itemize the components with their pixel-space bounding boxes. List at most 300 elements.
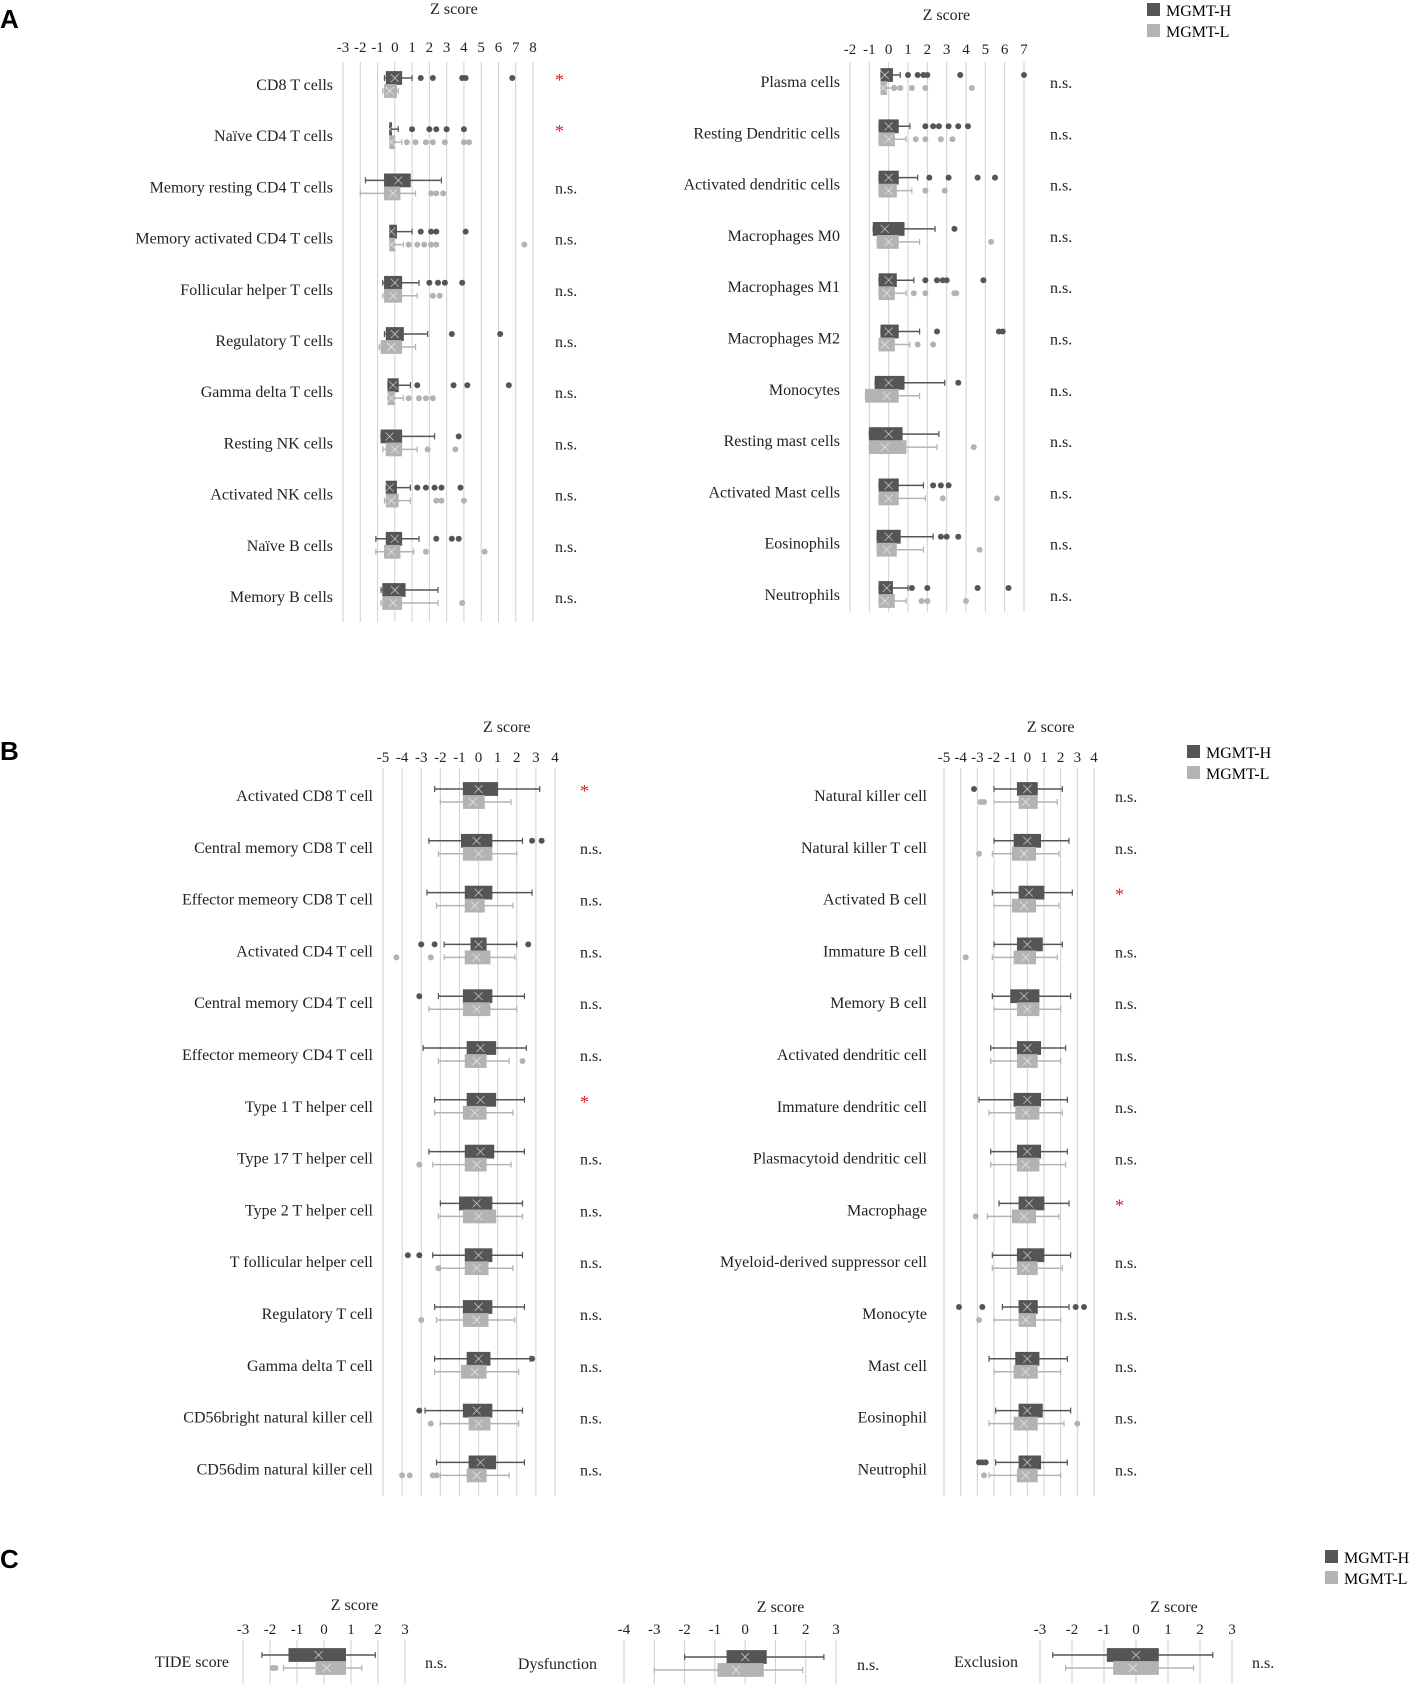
- outlier-point-high: [909, 585, 915, 591]
- tick-label: -1: [708, 1622, 722, 1638]
- significance-label: n.s.: [580, 892, 603, 910]
- tick-label: 0: [474, 750, 483, 766]
- row-natural-killer-t-cell: [801, 834, 1137, 860]
- outlier-point-low: [440, 190, 446, 196]
- box-high: [435, 1301, 525, 1314]
- outlier-point-low: [433, 190, 439, 196]
- row-label: Activated CD8 T cell: [236, 788, 373, 805]
- significance-label: n.s.: [555, 487, 578, 505]
- chart-a2: [684, 7, 1073, 612]
- box-low: [877, 543, 982, 556]
- box-low: [991, 1055, 1061, 1068]
- outlier-point-low: [897, 85, 903, 91]
- iqr-box-high: [386, 532, 402, 545]
- significance-label: n.s.: [1252, 1655, 1275, 1672]
- row-label: TIDE score: [154, 1654, 229, 1671]
- significance-label: n.s.: [555, 231, 578, 249]
- row-label: Macrophage: [847, 1202, 927, 1220]
- box-high: [435, 783, 540, 796]
- tick-label: -3: [971, 750, 984, 766]
- chart-area: [135, 1, 1274, 1684]
- outlier-point-high: [456, 536, 462, 542]
- chart-title: Z score: [330, 1597, 379, 1614]
- iqr-box-high: [381, 430, 402, 443]
- row-label: Exclusion: [954, 1654, 1018, 1671]
- row-label: Activated NK cells: [210, 486, 333, 504]
- box-low: [270, 1662, 362, 1675]
- row-activated-nk-cells: [210, 481, 577, 507]
- box-low: [383, 85, 399, 98]
- iqr-box-low: [386, 494, 398, 507]
- outlier-point-low: [404, 139, 410, 145]
- outlier-point-low: [976, 1317, 982, 1323]
- outlier-point-low: [466, 139, 472, 145]
- significance-label: n.s.: [1115, 840, 1138, 858]
- box-low: [978, 796, 1058, 809]
- outlier-point-low: [963, 954, 969, 960]
- significance-label: n.s.: [1050, 434, 1073, 452]
- outlier-point-low: [922, 290, 928, 296]
- tick-label: 2: [425, 40, 434, 56]
- row-label: Regulatory T cells: [215, 333, 333, 350]
- iqr-box-high: [1019, 1404, 1042, 1417]
- box-low: [869, 441, 976, 454]
- box-low: [376, 545, 488, 558]
- outlier-point-low: [1074, 1421, 1080, 1427]
- significance-label: n.s.: [555, 436, 578, 454]
- box-low: [879, 287, 959, 300]
- box-high: [383, 276, 465, 289]
- row-label: Naïve B cells: [246, 537, 333, 555]
- significance-label: n.s.: [425, 1655, 448, 1672]
- outlier-point-high: [525, 941, 531, 947]
- outlier-point-high: [464, 382, 470, 388]
- tick-label: 3: [832, 1622, 840, 1638]
- tick-label: -2: [263, 1622, 277, 1638]
- iqr-box-low: [1016, 1106, 1039, 1119]
- outlier-point-low: [430, 139, 436, 145]
- iqr-box-high: [465, 1145, 494, 1158]
- box-low: [418, 1314, 515, 1327]
- row-label: Activated B cell: [823, 891, 927, 909]
- legend-panel-b: [1187, 745, 1272, 783]
- row-gamma-delta-t-cells: [201, 379, 578, 405]
- row-label: Resting mast cells: [723, 433, 840, 451]
- box-low: [976, 1314, 1061, 1327]
- iqr-box-low: [390, 136, 395, 149]
- outlier-point-low: [940, 495, 946, 501]
- outlier-point-high: [442, 280, 448, 286]
- tick-label: -4: [617, 1622, 631, 1638]
- significance-label: *: [555, 121, 564, 142]
- box-high: [971, 783, 1062, 796]
- box-low: [865, 389, 919, 402]
- outlier-point-high: [946, 175, 952, 181]
- chart-title: Z score: [430, 1, 478, 18]
- row-label: Activated dendritic cells: [683, 176, 840, 194]
- row-label: Plasma cells: [760, 74, 840, 91]
- iqr-box-low: [1114, 1662, 1159, 1675]
- row-label: Immature dendritic cell: [776, 1098, 927, 1116]
- row-immature-b-cell: [823, 938, 1137, 964]
- row-memory-resting-cd4-t-cells: [150, 174, 578, 200]
- outlier-point-low: [988, 239, 994, 245]
- outlier-point-low: [428, 190, 434, 196]
- outlier-point-low: [949, 136, 955, 142]
- box-low: [994, 899, 1059, 912]
- tick-label: 4: [962, 42, 970, 58]
- outlier-point-low: [437, 293, 443, 299]
- iqr-box-low: [879, 595, 894, 608]
- box-low: [991, 1158, 1066, 1171]
- iqr-box-low: [386, 443, 402, 456]
- box-low: [654, 1664, 802, 1677]
- iqr-box-low: [881, 82, 887, 95]
- row-type-2-t-helper-cell: [245, 1197, 602, 1223]
- row-label: Type 2 T helper cell: [244, 1202, 373, 1220]
- outlier-point-low: [973, 1213, 979, 1219]
- iqr-box-high: [875, 376, 904, 389]
- row-label: Eosinophil: [857, 1409, 927, 1427]
- outlier-point-low: [922, 85, 928, 91]
- box-high: [879, 479, 952, 492]
- outlier-point-high: [433, 536, 439, 542]
- row-mast-cell: [868, 1352, 1137, 1378]
- outlier-point-high: [956, 1304, 962, 1310]
- significance-label: n.s.: [1050, 228, 1073, 246]
- tick-label: 2: [513, 750, 521, 766]
- row-label: Memory B cell: [830, 995, 927, 1013]
- iqr-box-high: [1011, 990, 1039, 1003]
- iqr-box-low: [390, 238, 395, 251]
- box-high: [440, 1197, 522, 1210]
- outlier-point-high: [955, 123, 961, 129]
- chart-b2: [720, 719, 1137, 1496]
- box-high: [976, 1456, 1067, 1469]
- outlier-point-high: [463, 229, 469, 235]
- tick-label: 1: [904, 42, 912, 58]
- box-high: [262, 1649, 375, 1662]
- outlier-point-high: [529, 1356, 535, 1362]
- row-label: Effector memeory CD4 T cell: [181, 1047, 373, 1064]
- outlier-point-low: [981, 1472, 987, 1478]
- box-high: [996, 1404, 1071, 1417]
- tick-label: 2: [374, 1622, 382, 1638]
- outlier-point-high: [1073, 1304, 1079, 1310]
- row-label: CD56dim natural killer cell: [196, 1461, 373, 1479]
- box-low: [989, 1417, 1080, 1430]
- row-dysfunction: [518, 1651, 879, 1677]
- box-high: [873, 222, 957, 235]
- outlier-point-low: [452, 446, 458, 452]
- outlier-point-high: [509, 75, 515, 81]
- iqr-box-high: [1019, 1456, 1041, 1469]
- outlier-point-low: [423, 139, 429, 145]
- iqr-box-high: [881, 69, 893, 82]
- row-plasmacytoid-dendritic-cell: [753, 1145, 1137, 1171]
- outlier-point-low: [430, 293, 436, 299]
- outlier-point-low: [994, 495, 1000, 501]
- box-high: [875, 376, 961, 389]
- box-high: [365, 174, 441, 187]
- outlier-point-low: [414, 242, 420, 248]
- outlier-point-low: [459, 600, 465, 606]
- row-regulatory-t-cell: [262, 1301, 603, 1327]
- iqr-box-high: [469, 1456, 496, 1469]
- iqr-box-high: [386, 72, 402, 85]
- legend-swatch-low: [1187, 766, 1200, 779]
- iqr-box-low: [463, 847, 492, 860]
- significance-label: n.s.: [857, 1657, 880, 1674]
- outlier-point-high: [938, 482, 944, 488]
- outlier-point-high: [449, 536, 455, 542]
- legend-swatch-low: [1147, 24, 1160, 37]
- row-na-ve-cd4-t-cells: [214, 121, 564, 149]
- outlier-point-low: [406, 395, 412, 401]
- significance-label: n.s.: [1115, 1410, 1138, 1428]
- row-macrophages-m1: [728, 274, 1073, 300]
- iqr-box-high: [1107, 1649, 1158, 1662]
- iqr-box-high: [869, 428, 902, 441]
- row-label: CD8 T cells: [256, 77, 333, 94]
- box-high: [994, 834, 1069, 847]
- chart-a1: [135, 1, 577, 622]
- significance-label: n.s.: [1115, 944, 1138, 962]
- box-low: [429, 1003, 517, 1016]
- chart-title: Z score: [756, 1599, 805, 1616]
- outlier-point-low: [399, 1472, 405, 1478]
- row-plasma-cells: [760, 69, 1072, 95]
- tick-label: 7: [511, 40, 520, 56]
- box-low: [428, 1417, 519, 1430]
- tick-label: 0: [741, 1622, 749, 1638]
- outlier-point-high: [405, 1252, 411, 1258]
- outlier-point-high: [922, 277, 928, 283]
- iqr-box-low: [316, 1662, 346, 1675]
- outlier-point-low: [416, 1162, 422, 1168]
- box-low: [438, 1055, 525, 1068]
- significance-label: *: [1115, 884, 1124, 905]
- row-central-memory-cd8-t-cell: [194, 834, 602, 860]
- box-high: [869, 428, 939, 441]
- iqr-box-low: [1017, 1158, 1039, 1171]
- iqr-box-low: [463, 796, 484, 809]
- row-label: Type 17 T helper cell: [236, 1150, 373, 1168]
- outlier-point-low: [423, 395, 429, 401]
- box-high: [387, 225, 468, 238]
- outlier-point-high: [423, 485, 429, 491]
- outlier-point-high: [924, 72, 930, 78]
- outlier-point-high: [922, 123, 928, 129]
- tick-label: 1: [347, 1622, 355, 1638]
- iqr-box-low: [879, 133, 894, 146]
- row-resting-nk-cells: [224, 430, 578, 456]
- chart-c1: [155, 1597, 447, 1684]
- legend-label-high: MGMT-H: [1344, 1550, 1410, 1567]
- outlier-point-high: [992, 175, 998, 181]
- chart-c2: [518, 1599, 879, 1684]
- outlier-point-high: [938, 534, 944, 540]
- row-type-17-t-helper-cell: [237, 1145, 602, 1171]
- outlier-point-low: [438, 498, 444, 504]
- outlier-point-high: [539, 838, 545, 844]
- box-low: [379, 341, 415, 354]
- box-low: [435, 1262, 513, 1275]
- outlier-point-low: [969, 85, 975, 91]
- outlier-point-low: [909, 85, 915, 91]
- box-high: [879, 582, 1012, 595]
- row-label: Natural killer cell: [814, 788, 927, 805]
- box-low: [989, 1106, 1062, 1119]
- significance-label: n.s.: [1050, 126, 1073, 144]
- outlier-point-low: [418, 1317, 424, 1323]
- tick-label: -1: [371, 40, 384, 56]
- outlier-point-high: [451, 382, 457, 388]
- row-label: Resting NK cells: [223, 435, 333, 453]
- outlier-point-low: [413, 139, 419, 145]
- box-low: [976, 847, 1059, 860]
- tick-label: 4: [460, 40, 468, 56]
- significance-label: *: [580, 781, 589, 801]
- box-high: [881, 325, 1006, 338]
- significance-label: n.s.: [580, 1307, 603, 1324]
- outlier-point-low: [433, 498, 439, 504]
- outlier-point-low: [461, 498, 467, 504]
- row-label: Immature B cell: [823, 943, 927, 961]
- outlier-point-high: [418, 75, 424, 81]
- iqr-box-high: [383, 584, 405, 597]
- row-tide-score: [155, 1649, 447, 1675]
- tick-label: 6: [494, 40, 503, 56]
- iqr-box-high: [467, 1042, 496, 1055]
- row-label: Follicular helper T cells: [180, 281, 333, 299]
- outlier-point-low: [976, 851, 982, 857]
- outlier-point-high: [414, 382, 420, 388]
- legend-panel-a: [1147, 3, 1232, 41]
- tick-label: 5: [981, 42, 990, 58]
- tick-label: 2: [1056, 750, 1065, 766]
- row-monocyte: [862, 1301, 1137, 1327]
- iqr-box-high: [881, 325, 898, 338]
- iqr-box-low: [879, 184, 896, 197]
- outlier-point-low: [977, 547, 983, 553]
- tick-label: 3: [532, 750, 540, 766]
- significance-label: n.s.: [1050, 485, 1073, 503]
- outlier-point-low: [922, 188, 928, 194]
- row-monocytes: [769, 376, 1072, 402]
- box-high: [992, 1249, 1070, 1262]
- row-label: Myeloid-derived suppressor cell: [719, 1254, 927, 1272]
- tick-label: 4: [1090, 750, 1098, 766]
- row-label: Eosinophils: [764, 535, 840, 553]
- significance-label: n.s.: [555, 590, 578, 607]
- row-exclusion: [954, 1649, 1274, 1675]
- row-label: Macrophages M2: [727, 330, 840, 348]
- outlier-point-high: [414, 485, 420, 491]
- outlier-point-low: [938, 136, 944, 142]
- outlier-point-low: [482, 549, 488, 555]
- outlier-point-high: [430, 75, 436, 81]
- box-high: [386, 123, 467, 136]
- tick-label: 3: [1228, 1622, 1236, 1638]
- iqr-box-high: [467, 1093, 496, 1106]
- iqr-box-high: [463, 990, 492, 1003]
- row-t-follicular-helper-cell: [230, 1249, 602, 1275]
- significance-label: n.s.: [1115, 789, 1138, 806]
- chart-b1: [182, 719, 602, 1496]
- significance-label: n.s.: [1115, 1255, 1138, 1273]
- outlier-point-high: [924, 585, 930, 591]
- significance-label: n.s.: [555, 282, 578, 300]
- outlier-point-high: [936, 123, 942, 129]
- iqr-box-low: [463, 1210, 495, 1223]
- iqr-box-low: [465, 1055, 486, 1068]
- box-high: [877, 530, 961, 543]
- row-type-1-t-helper-cell: [245, 1092, 589, 1120]
- significance-label: n.s.: [1050, 75, 1073, 92]
- box-high: [388, 379, 512, 392]
- significance-label: n.s.: [1050, 536, 1073, 554]
- box-high: [405, 1249, 523, 1262]
- tick-label: -2: [434, 750, 447, 766]
- iqr-box-high: [727, 1651, 766, 1664]
- significance-label: n.s.: [1050, 331, 1073, 349]
- outlier-point-low: [423, 549, 429, 555]
- significance-label: n.s.: [1115, 1307, 1138, 1324]
- box-low: [437, 899, 513, 912]
- box-high: [979, 1093, 1067, 1106]
- outlier-point-high: [426, 126, 432, 132]
- row-label: Activated CD4 T cell: [236, 943, 373, 961]
- outlier-point-low: [435, 1265, 441, 1271]
- outlier-point-high: [457, 485, 463, 491]
- box-low: [994, 1003, 1061, 1016]
- significance-label: n.s.: [1115, 1358, 1138, 1376]
- box-low: [973, 1210, 1059, 1223]
- iqr-box-low: [1014, 1417, 1037, 1430]
- outlier-point-low: [963, 598, 969, 604]
- outlier-point-low: [406, 242, 412, 248]
- row-label: Monocyte: [862, 1306, 927, 1323]
- row-effector-memeory-cd8-t-cell: [182, 886, 602, 912]
- panel-label-c: C: [0, 1544, 19, 1574]
- iqr-box-low: [1017, 1003, 1039, 1016]
- outlier-point-low: [930, 342, 936, 348]
- box-low: [879, 133, 955, 146]
- tick-label: 1: [493, 750, 502, 766]
- box-high: [429, 1145, 525, 1158]
- box-high: [435, 1093, 525, 1106]
- box-low: [384, 494, 466, 507]
- outlier-point-low: [428, 242, 434, 248]
- iqr-box-low: [869, 441, 906, 454]
- significance-label: n.s.: [580, 840, 603, 858]
- legend-panel-c: [1325, 1550, 1410, 1588]
- row-label: Mast cell: [867, 1357, 927, 1375]
- box-high: [416, 990, 524, 1003]
- iqr-box-low: [877, 235, 898, 248]
- outlier-point-high: [529, 838, 535, 844]
- outlier-point-high: [409, 126, 415, 132]
- panel-label-b: B: [0, 736, 19, 766]
- iqr-box-high: [289, 1649, 346, 1662]
- iqr-box-high: [459, 1197, 491, 1210]
- significance-label: n.s.: [1115, 1048, 1138, 1065]
- chart-title: Z score: [922, 7, 971, 24]
- iqr-box-high: [386, 481, 396, 494]
- iqr-box-high: [879, 582, 893, 595]
- iqr-box-high: [390, 225, 397, 238]
